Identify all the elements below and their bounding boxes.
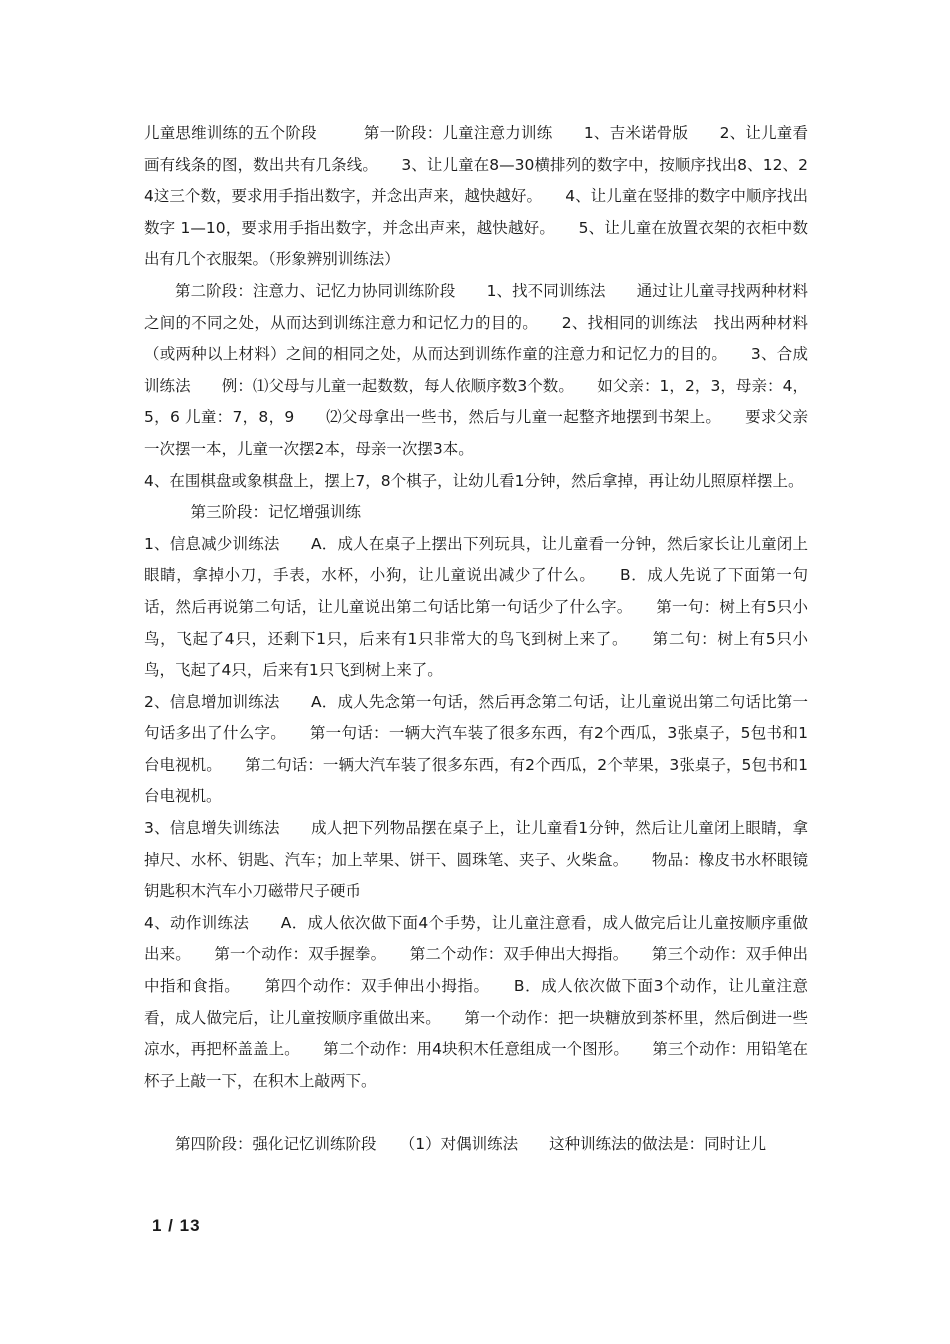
paragraph-action-training: 4、动作训练法 A．成人依次做下面4个手势，让儿童注意看，成人做完后让儿童按顺序重做出来。 第一个动作：双手握拳。 第二个动作：双手伸出大拇指。 第三个动作：双手伸出中指和食指。 第四个动作：双手伸出小拇指。 B．成人依次做下面3个动作，让儿童注意看，成人做完后，让儿童按顺序重做出来。 第一个动作：把一块糖放到茶杯里，然后倒进一些凉水，再把杯盖盖上。 第二个动作：用4块积木任意组成一个图形。 第三个动作：用铅笔在杯子上敲一下，在积木上敲两下。 xyxy=(144,913,808,1090)
heading-stage-three: 第三阶段：记忆增强训练 xyxy=(190,503,362,522)
paragraph-info-change: 3、信息增失训练法 成人把下列物品摆在桌子上，让儿童看1分钟，然后让儿童闭上眼睛，拿掉尺、水杯、钥匙、汽车；加上苹果、饼干、圆珠笔、夹子、火柴盒。 物品：橡皮书水杯眼镜钥匙积木汽车小刀磁带尺子硬币 xyxy=(144,819,808,901)
paragraph-chess-exercise: 4、在围棋盘或象棋盘上，摆上7，8个棋子，让幼儿看1分钟，然后拿掉，再让幼儿照原样摆上。 xyxy=(144,471,804,490)
paragraph-spacer xyxy=(144,1097,808,1129)
paragraph-stage-two: 第二阶段：注意力、记忆力协同训练阶段 1、找不同训练法 通过让儿童寻找两种材料之间的不同之处，从而达到训练注意力和记忆力的目的。 2、找相同的训练法 找出两种材料（或两种以上材料）之间的相同之处，从而达到训练作童的注意力和记忆力的目的。 3、合成训练法 例：⑴父母与儿童一起数数，每人依顺序数3个数。 如父亲：1，2，3，母亲：4，5，6 儿童：7，8，9 ⑵父母拿出一些书，然后与儿童一起整齐地摆到书架上。 要求父亲一次摆一本，儿童一次摆2本，母亲一次摆3本。 xyxy=(144,281,808,458)
paragraph-info-reduce: 1、信息减少训练法 A．成人在桌子上摆出下列玩具，让儿童看一分钟，然后家长让儿童闭上眼睛，拿掉小刀，手表，水杯，小狗，让儿童说出减少了什么。 B．成人先说了下面第一句话，然后再说第二句话，让儿童说出第二句话比第一句话少了什么字。 第一句：树上有5只小鸟，飞起了4只，还剩下1只，后来有1只非常大的鸟飞到树上来了。 第二句：树上有5只小鸟，飞起了4只，后来有1只飞到树上来了。 xyxy=(144,534,808,680)
paragraph-stage-one: 儿童思维训练的五个阶段 第一阶段：儿童注意力训练 1、吉米诺骨版 2、让儿童看画有线条的图，数出共有几条线。 3、让儿童在8—30横排列的数字中，按顺序找出8、12、24这三个数，要求用手指出数字，并念出声来，越快越好。 4、让儿童在竖排的数字中顺序找出数字 1—10，要求用手指出数字，并念出声来，越快越好。 5、让儿童在放置衣架的衣柜中数出有几个衣服架。（形象辨别训练法） xyxy=(144,124,808,269)
paragraph-info-add: 2、信息增加训练法 A．成人先念第一句话，然后再念第二句话，让儿童说出第二句话比第一句话多出了什么字。 第一句话：一辆大汽车装了很多东西，有2个西瓜，3张桌子，5包书和1台电视机。 第二句话：一辆大汽车装了很多东西，有2个西瓜，2个苹果，3张桌子，5包书和1台电视机。 xyxy=(144,692,808,806)
paragraph-stage-four: 第四阶段：强化记忆训练阶段 （1）对偶训练法 这种训练法的做法是：同时让儿 xyxy=(175,1135,767,1153)
page-number: 1 / 13 xyxy=(152,1216,201,1235)
document-body xyxy=(144,118,808,1161)
